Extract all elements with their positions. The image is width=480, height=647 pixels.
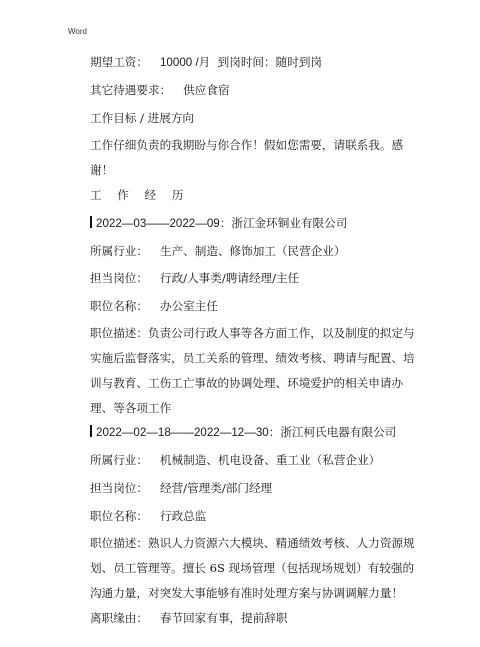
job-2-company: 浙江柯氏电器有限公司 bbox=[280, 425, 397, 439]
job-1-title bbox=[90, 299, 218, 313]
industry-value: 机械制造、机电设备、重工业（私营企业） bbox=[159, 453, 381, 467]
industry-value: 生产、制造、修饰加工（民营企业） bbox=[159, 244, 346, 258]
other-benefits-line bbox=[90, 83, 230, 97]
desc-label: 职位描述： bbox=[90, 326, 148, 340]
post-label: 担当岗位： bbox=[90, 271, 148, 285]
job-1-company: 浙江金环铜业有限公司 bbox=[231, 216, 348, 230]
salary-line bbox=[90, 55, 322, 70]
experience-heading: 工 作 经 历 bbox=[90, 188, 190, 202]
job-2-period bbox=[90, 425, 396, 440]
title-value: 办公室主任 bbox=[159, 299, 218, 313]
industry-label: 所属行业： bbox=[90, 244, 148, 258]
section-marker bbox=[90, 425, 92, 437]
arrival-label: 到岗时间： bbox=[217, 55, 276, 69]
job-1-period bbox=[90, 216, 347, 231]
title-label: 职位名称： bbox=[90, 509, 148, 523]
post-value: 经营/管理类/部门经理 bbox=[159, 481, 273, 495]
goal-line: 工作目标 / 进展方向 bbox=[90, 111, 195, 125]
salary-value: 10000 /月 bbox=[159, 56, 211, 69]
job-2-leave-reason bbox=[90, 611, 288, 625]
title-label: 职位名称： bbox=[90, 299, 148, 313]
leave-value: 春节回家有事，提前辞职 bbox=[159, 611, 288, 625]
desc-value: 负责公司行政人事等各方面工作，以及制度的拟定与实施后监督落实，员工关系的管理、绩效考核、聘请与配置、培训与教育、工伤工亡事故的协调处理、环境爱护的相关申请办理、等各项工作 bbox=[90, 326, 415, 415]
arrival-value: 随时到岗 bbox=[275, 55, 323, 69]
desc-value: 熟识人力资源六大模块、精通绩效考核、人力资源规划、员工管理等。擅长 6S 现场管理（包括现场规划）有较强的沟通力量，对突发大事能够有准时处理方案与协调调解力量！ bbox=[90, 536, 415, 600]
app-header-label: Word bbox=[68, 27, 87, 36]
industry-label: 所属行业： bbox=[90, 453, 148, 467]
other-label: 其它待遇要求： bbox=[90, 83, 172, 97]
job-1-period-text: 2022—03——2022—09： bbox=[96, 217, 232, 230]
desc-label: 职位描述： bbox=[90, 536, 148, 550]
job-1-post bbox=[90, 271, 299, 285]
job-2-industry bbox=[90, 453, 380, 467]
job-2-post bbox=[90, 481, 272, 495]
other-value: 供应食宿 bbox=[183, 83, 230, 97]
job-1-industry bbox=[90, 244, 346, 258]
title-value: 行政总监 bbox=[159, 509, 207, 523]
section-marker bbox=[90, 216, 92, 228]
post-label: 担当岗位： bbox=[90, 481, 148, 495]
leave-label: 离职缘由： bbox=[90, 611, 148, 625]
job-1-description bbox=[90, 321, 423, 421]
job-2-description bbox=[90, 531, 423, 606]
closing-paragraph: 工作仔细负责的我期盼与你合作！假如您需要，请联系我。感谢！ bbox=[90, 138, 404, 177]
job-2-period-text: 2022—02—18——2022—12—30： bbox=[96, 426, 281, 439]
post-value: 行政/人事类/聘请经理/主任 bbox=[159, 271, 300, 285]
salary-label: 期望工资： bbox=[90, 55, 148, 69]
job-2-title bbox=[90, 509, 206, 523]
